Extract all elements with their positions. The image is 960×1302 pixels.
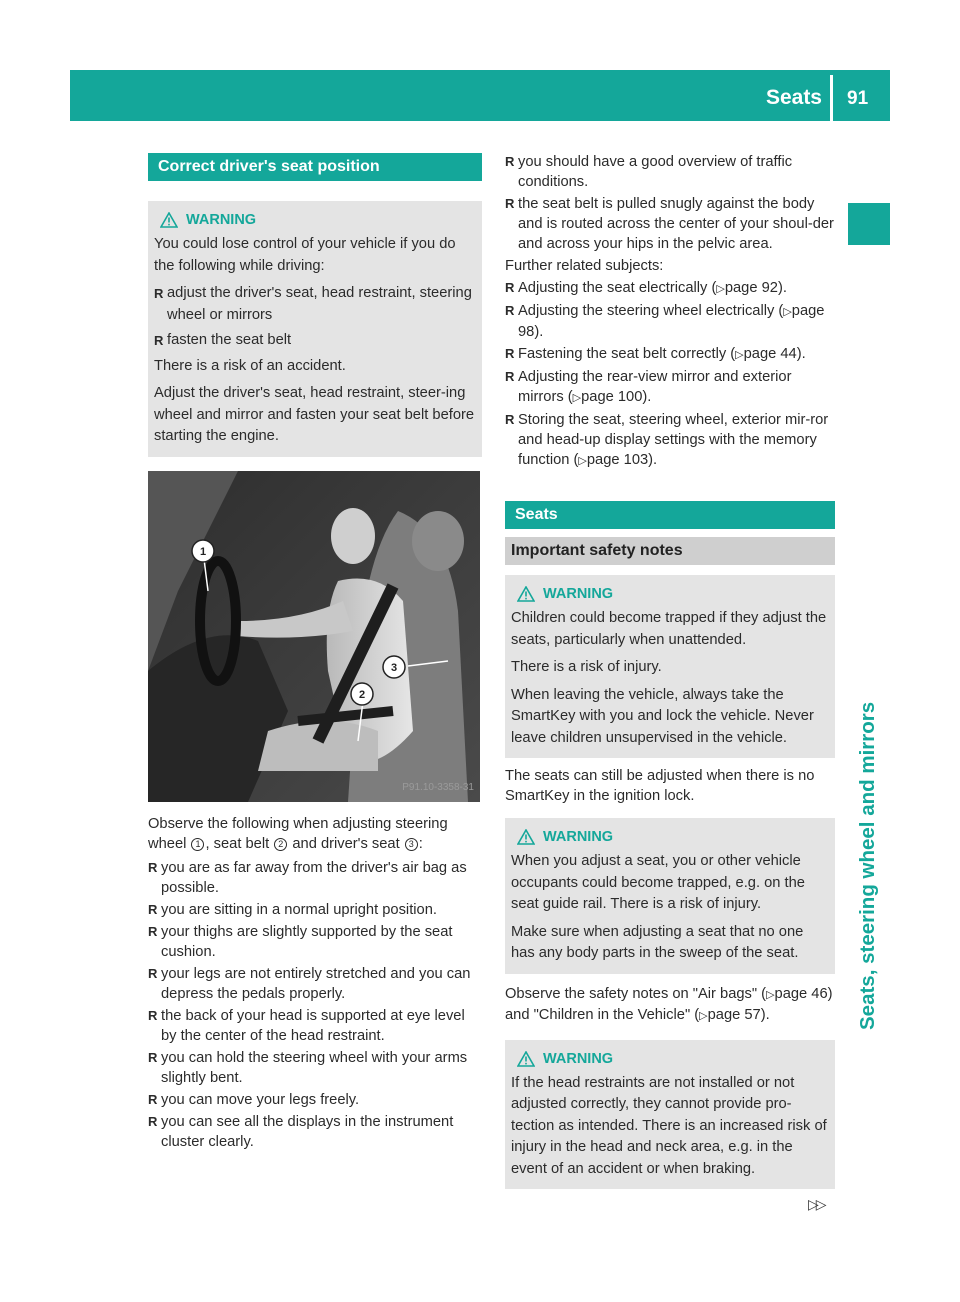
- driver-seat-illustration: [148, 471, 480, 802]
- heading-safety-notes: Important safety notes: [505, 537, 835, 565]
- svg-text:3: 3: [390, 661, 398, 674]
- header-separator: [830, 75, 833, 121]
- related-list: [505, 278, 835, 471]
- warning-box-trapped: [505, 818, 835, 974]
- related-item: R Storing the seat, steering wheel, exterior mir-ror and head-up display settings with the memory function (▷page 103).: [505, 410, 835, 471]
- warning-risk: There is a risk of an accident.: [154, 357, 346, 374]
- warning-title: WARNING: [511, 827, 829, 847]
- list-item: R your thighs are slightly supported by the seat cushion.: [148, 922, 482, 962]
- warning-title: WARNING: [511, 584, 829, 604]
- page-link[interactable]: page 92: [724, 280, 778, 296]
- page-link[interactable]: page 103: [586, 452, 649, 468]
- list-item: R you are sitting in a normal upright position.: [148, 900, 482, 920]
- list-item: R you are as far away from the driver's air bag as possible.: [148, 858, 482, 898]
- callout-ref-3: 3: [405, 838, 418, 851]
- page-link[interactable]: page 57: [707, 1006, 761, 1023]
- warning-title: WARNING: [511, 1049, 829, 1069]
- section-title: Seats: [765, 86, 822, 109]
- list-item: R you can hold the steering wheel with your arms slightly bent.: [148, 1048, 482, 1088]
- driver-seat-drawing: [148, 471, 480, 802]
- warning-intro: You could lose control of your vehicle if you do the following while driving:: [154, 236, 456, 274]
- right-column: [505, 152, 835, 1189]
- warning-triangle-icon: [517, 1051, 535, 1067]
- observe-safety-notes: Observe the safety notes on "Air bags" (▷page 46) and "Children in the Vehicle" (▷page 57).: [505, 985, 833, 1023]
- warning-text: There is a risk of injury.: [511, 659, 662, 675]
- heading-correct-seat-position: Correct driver's seat position: [148, 153, 482, 181]
- callout-ref-2: 2: [274, 838, 287, 851]
- related-item: R Adjusting the rear-view mirror and exterior mirrors (▷page 100).: [505, 367, 835, 408]
- callout-3: [383, 656, 405, 678]
- warning-list: [154, 283, 476, 352]
- page-link[interactable]: page 98: [518, 303, 825, 340]
- warning-text: Make sure when adjusting a seat that no one has any body parts in the sweep of the seat.: [511, 923, 804, 961]
- warning-text: When leaving the vehicle, always take the SmartKey with you and lock the vehicle. Never leave children unsupervised in the vehicle.: [511, 686, 814, 746]
- warning-triangle-icon: [517, 829, 535, 845]
- left-column: [148, 153, 482, 1154]
- warning-box-head-restraints: [505, 1040, 835, 1190]
- warning-text: Children could become trapped if they adjust the seats, particularly when unattended.: [511, 610, 827, 648]
- observe-paragraph: Observe the following when adjusting steering wheel 1 , seat belt 2 and driver's seat 3 :: [148, 815, 448, 852]
- svg-text:2: 2: [358, 688, 366, 701]
- page-number: 91: [847, 88, 869, 109]
- list-item: R the back of your head is supported at eye level by the center of the head restraint.: [148, 1006, 482, 1046]
- related-item: R Adjusting the steering wheel electrically (▷page 98).: [505, 301, 835, 342]
- warning-instruction: Adjust the driver's seat, head restraint, steer-ing wheel and mirror and fasten your seat belt before starting the engine.: [154, 385, 475, 444]
- warning-text: When you adjust a seat, you or other vehicle occupants could become trapped, e.g. on the seat guide rail. There is a risk of injury.: [511, 853, 805, 912]
- page-link[interactable]: page 46: [774, 985, 828, 1002]
- continue-arrow-icon: ▷▷: [808, 1196, 824, 1212]
- list-item: R the seat belt is pulled snugly against the body and is routed across the center of your shoul-der and across your hips in the pelvic area.: [505, 194, 835, 254]
- related-item: R Adjusting the seat electrically (▷page 92).: [505, 278, 835, 299]
- callout-2: [351, 683, 373, 705]
- heading-seats: Seats: [505, 501, 835, 529]
- list-item: R fasten the seat belt: [154, 330, 476, 352]
- warning-triangle-icon: [160, 212, 178, 228]
- related-item: R Fastening the seat belt correctly (▷page 44).: [505, 344, 835, 365]
- callout-ref-1: 1: [191, 838, 204, 851]
- svg-text:1: 1: [199, 545, 207, 558]
- list-item: R you can move your legs freely.: [148, 1090, 482, 1110]
- side-tab-marker: [848, 203, 890, 245]
- warning-box-driving: [148, 201, 482, 457]
- list-item: R adjust the driver's seat, head restraint, steering wheel or mirrors: [154, 283, 476, 326]
- figure-code: P91.10-3358-31: [402, 781, 474, 793]
- warning-box-children: [505, 575, 835, 758]
- related-title: Further related subjects:: [505, 258, 664, 274]
- smartkey-note: The seats can still be adjusted when there is no SmartKey in the ignition lock.: [505, 768, 815, 804]
- list-item: R you can see all the displays in the instrument cluster clearly.: [148, 1112, 482, 1152]
- warning-triangle-icon: [517, 586, 535, 602]
- page-link[interactable]: page 44: [743, 346, 797, 362]
- seat-position-list-cont: [505, 152, 835, 254]
- callout-1: [192, 540, 214, 562]
- warning-text: If the head restraints are not installed or not adjusted correctly, they cannot provide pro-tection as intended. There is an increased risk of injury in the head and neck area, e.g. in the event of an accident or when braking.: [511, 1074, 827, 1177]
- seat-position-list: [148, 858, 482, 1152]
- list-item: R you should have a good overview of traffic conditions.: [505, 152, 835, 192]
- list-item: R your legs are not entirely stretched and you can depress the pedals properly.: [148, 964, 482, 1004]
- side-chapter-label: Seats, steering wheel and mirrors: [856, 701, 879, 1030]
- page-link[interactable]: page 100: [581, 389, 643, 405]
- warning-title: WARNING: [154, 210, 476, 230]
